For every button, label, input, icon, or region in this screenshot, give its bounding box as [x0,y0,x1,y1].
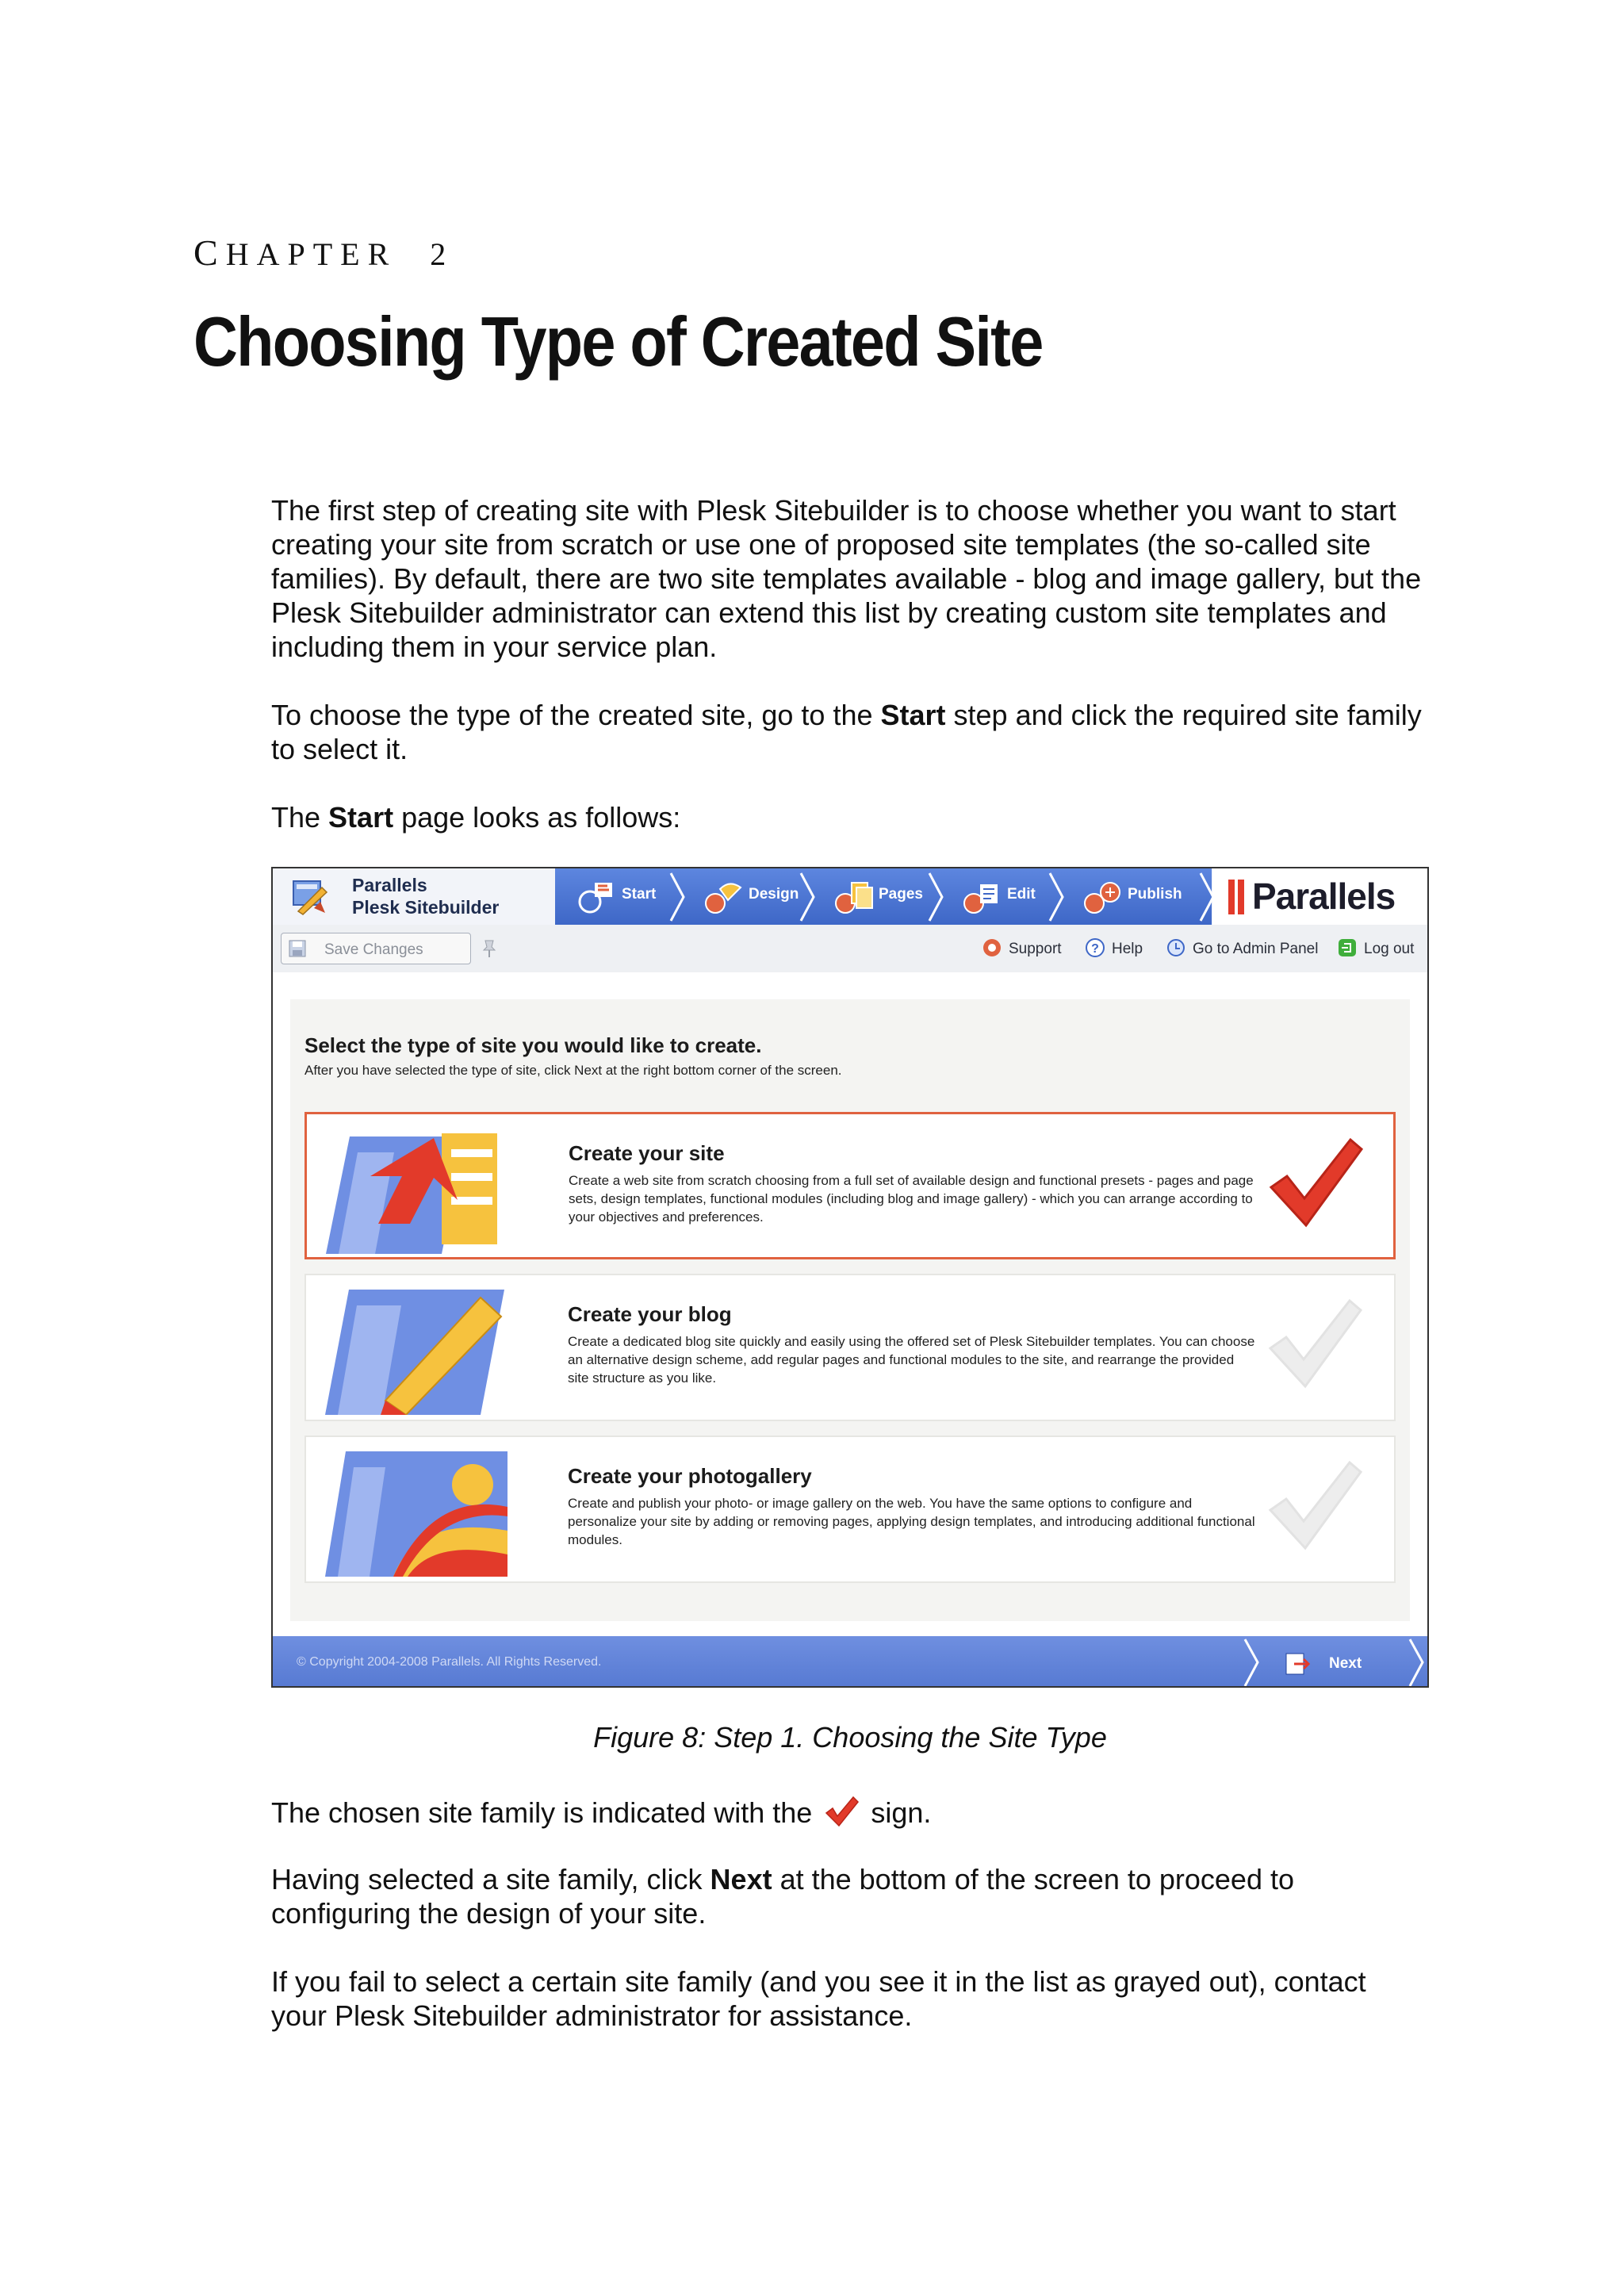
sitebuilder-screenshot [271,867,1429,1688]
panel-heading: Select the type of site you would like to create. [304,1033,762,1057]
pin-icon[interactable] [481,939,498,958]
text: step and click the required site family to select it. [271,699,1422,765]
next-button[interactable] [1240,1636,1429,1688]
publish-step-icon [1083,878,1123,914]
edit-step-icon [963,878,1002,914]
option-create-site[interactable] [304,1112,1396,1259]
check-icon [1262,1293,1365,1396]
text: Having selected a site family, click [271,1863,710,1895]
assistance-paragraph: If you fail to select a certain site family (and you see it in the list as grayed out), contact your Plesk Sitebuilder administrator for assistance. [271,1965,1366,2032]
text: at the bottom of the screen to proceed to configuring the design of your site. [271,1863,1294,1930]
text: sign. [871,1796,932,1829]
step-label: Publish [1128,886,1182,903]
chapter-label [193,232,454,274]
support-icon [982,937,1002,958]
chapter-title: Choosing Type of Created Site [193,302,1043,381]
text: The chosen site family is indicated with the [271,1796,813,1829]
option-title: Create your site [569,1141,725,1165]
check-icon [1263,1132,1366,1235]
next-step-paragraph [271,1862,1429,1930]
step-label: Pages [879,886,923,903]
step-label: Start [622,886,657,903]
site-type-panel [290,999,1410,1621]
chapter-label-rest: HAPTER [225,236,397,272]
top-bar [273,868,1427,925]
brand-name: Parallels [352,875,427,895]
save-changes-button[interactable] [281,933,471,964]
intro-paragraph: The first step of creating site with Plesk Sitebuilder is to choose whether you want to start creating your site from scratch or use one of proposed site templates (the so-called site families). By default, there are two site templates available - blog and image gallery, but the Plesk Sitebuilder administrator can extend this list by creating custom site templates and including them in your service plan. [271,494,1422,663]
lead-in-paragraph [271,800,1429,834]
figure-caption: Figure 8: Step 1. Choosing the Site Type [593,1721,1107,1754]
chapter-label-initial: C [193,232,226,273]
toolbar [273,925,1427,973]
content-area [273,972,1427,1631]
step-pages[interactable] [812,868,940,925]
check-icon [1262,1455,1365,1558]
step-edit[interactable] [940,868,1061,925]
option-create-blog[interactable] [304,1274,1396,1421]
next-label: Next [1329,1655,1362,1672]
panel-subheading: After you have selected the type of site, click Next at the right bottom corner of the screen. [304,1063,842,1078]
sitebuilder-tools-icon [290,876,330,916]
text: The [271,801,329,834]
copyright-text: © Copyright 2004-2008 Parallels. All Rights Reserved. [297,1655,602,1669]
next-term: Next [710,1863,772,1895]
parallels-logo [1212,868,1429,925]
logout-label: Log out [1364,941,1415,957]
wizard-steps [555,868,1212,925]
step-label: Design [749,886,799,903]
step-design[interactable] [682,868,812,925]
footer-bar [273,1636,1427,1688]
start-step-icon [577,878,617,914]
logout-icon [1337,937,1358,958]
start-term: Start [328,801,394,834]
option-description: Create a web site from scratch choosing from a full set of available design and functional presets - pages and page sets, design templates, functional modules (including blog and image gallery) - which you can arrange according to your objectives and preferences. [569,1173,1254,1225]
product-name: Plesk Sitebuilder [352,897,500,918]
text: To choose the type of the created site, go to the [271,699,881,731]
help-label: Help [1112,941,1143,957]
save-changes-label: Save Changes [324,941,423,958]
indicator-paragraph [271,1796,1429,1830]
admin-panel-label: Go to Admin Panel [1193,941,1319,957]
option-title: Create your blog [568,1302,732,1326]
save-icon [288,939,307,958]
create-blog-illustration [314,1282,520,1415]
brand-area [273,868,556,925]
create-photogallery-illustration [314,1443,520,1577]
logo-text: Parallels [1252,876,1396,917]
step-start[interactable] [555,868,682,925]
step-publish[interactable] [1061,868,1212,925]
option-create-photogallery[interactable] [304,1435,1396,1583]
option-description: Create and publish your photo- or image gallery on the web. You have the same options to configure and personalize your site by adding or removing pages, applying design templates, and introducing additional functional modules. [568,1496,1255,1547]
next-icon [1285,1652,1312,1676]
chapter-number: 2 [430,236,454,272]
instruction-paragraph [271,698,1429,766]
pages-step-icon [834,878,874,914]
admin-panel-icon [1166,937,1186,958]
option-title: Create your photogallery [568,1464,812,1488]
text: page looks as follows: [393,801,681,834]
start-term: Start [880,699,946,731]
step-label: Edit [1007,886,1036,903]
parallels-bars-icon [1227,880,1247,914]
svg-text:?: ? [1091,942,1099,956]
option-description: Create a dedicated blog site quickly and easily using the offered set of Plesk Sitebuilder templates. You can choose an alternative design scheme, add regular pages and functional modules to the site, and rearrange the provided site structure as you like. [568,1334,1255,1386]
support-label: Support [1009,941,1062,957]
check-icon [823,1796,860,1827]
create-site-illustration [315,1121,521,1254]
design-step-icon [704,878,744,914]
help-icon [1085,937,1105,958]
